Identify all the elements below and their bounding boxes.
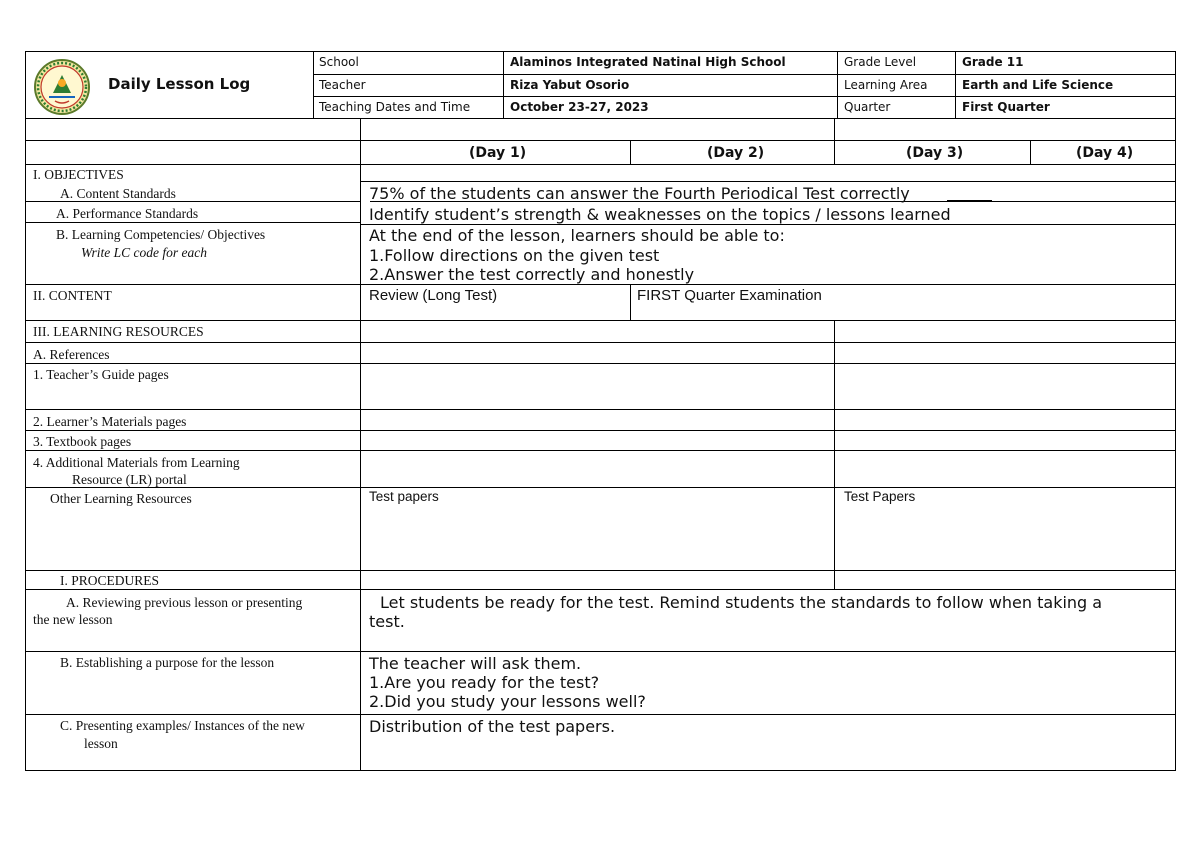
fill-line — [947, 200, 992, 201]
school-seal-icon — [31, 59, 93, 115]
presenting-label: C. Presenting examples/ Instances of the new — [60, 718, 305, 733]
other-day1-text: Test papers — [369, 489, 439, 504]
additional-materials-label-2: Resource (LR) portal — [72, 472, 187, 487]
purpose-label: B. Establishing a purpose for the lesson — [60, 655, 275, 670]
dates-value: October 23-27, 2023 — [510, 100, 649, 114]
purpose-text-3: 2.Did you study your lessons well? — [369, 692, 646, 711]
school-value: Alaminos Integrated Natinal High School — [510, 55, 786, 69]
teacher-label: Teacher — [319, 78, 366, 92]
performance-standards-text: Identify student’s strength & weaknesses on the topics / lessons learned — [369, 205, 951, 224]
quarter-label: Quarter — [844, 100, 891, 114]
area-value: Earth and Life Science — [962, 78, 1114, 92]
other-resources-label: Other Learning Resources — [50, 491, 192, 506]
learners-materials-label: 2. Learner’s Materials pages — [33, 414, 187, 429]
references-label: A. References — [33, 347, 110, 362]
content-standards-text: 75% of the students can answer the Fourth Periodical Test correctly — [369, 184, 910, 203]
teacher-value: Riza Yabut Osorio — [510, 78, 630, 92]
reviewing-label-2: the new lesson — [33, 612, 113, 627]
teachers-guide-label: 1. Teacher’s Guide pages — [33, 367, 169, 382]
objectives-heading: I. OBJECTIVES — [33, 167, 124, 182]
area-label: Learning Area — [844, 78, 928, 92]
additional-materials-label: 4. Additional Materials from Learning — [33, 455, 240, 470]
reviewing-label: A. Reviewing previous lesson or presenting — [66, 595, 303, 610]
day-3-header: (Day 3) — [906, 145, 964, 161]
competencies-label: B. Learning Competencies/ Objectives — [56, 227, 266, 242]
reviewing-text-2: test. — [369, 612, 405, 631]
textbook-label: 3. Textbook pages — [33, 434, 132, 449]
procedures-heading: I. PROCEDURES — [60, 573, 160, 588]
purpose-text-2: 1.Are you ready for the test? — [369, 673, 600, 692]
purpose-text-1: The teacher will ask them. — [369, 654, 582, 673]
competencies-note: Write LC code for each — [81, 245, 207, 260]
school-label: School — [319, 55, 359, 69]
day-1-header: (Day 1) — [469, 145, 527, 161]
school-seal — [31, 59, 93, 115]
learning-resources-heading: III. LEARNING RESOURCES — [33, 324, 204, 339]
page-title: Daily Lesson Log — [108, 75, 251, 93]
content-standards-label: A. Content Standards — [60, 186, 176, 201]
dates-label: Teaching Dates and Time — [319, 100, 471, 114]
grade-value: Grade 11 — [962, 55, 1024, 69]
quarter-value: First Quarter — [962, 100, 1050, 114]
content-day1-text: Review (Long Test) — [369, 287, 498, 304]
competencies-text-1: At the end of the lesson, learners should be able to: — [369, 226, 785, 245]
performance-standards-label: A. Performance Standards — [56, 206, 199, 221]
reviewing-text-1: Let students be ready for the test. Remind students the standards to follow when taking a — [380, 593, 1103, 612]
presenting-text: Distribution of the test papers. — [369, 717, 616, 736]
content-heading: II. CONTENT — [33, 288, 112, 303]
grade-label: Grade Level — [844, 55, 917, 69]
day-4-header: (Day 4) — [1076, 145, 1134, 161]
competencies-text-3: 2.Answer the test correctly and honestly — [369, 265, 695, 284]
other-day3-text: Test Papers — [844, 489, 916, 504]
competencies-text-2: 1.Follow directions on the given test — [369, 246, 660, 265]
day-2-header: (Day 2) — [707, 145, 765, 161]
content-day2-text: FIRST Quarter Examination — [637, 287, 822, 304]
presenting-label-2: lesson — [84, 736, 118, 751]
